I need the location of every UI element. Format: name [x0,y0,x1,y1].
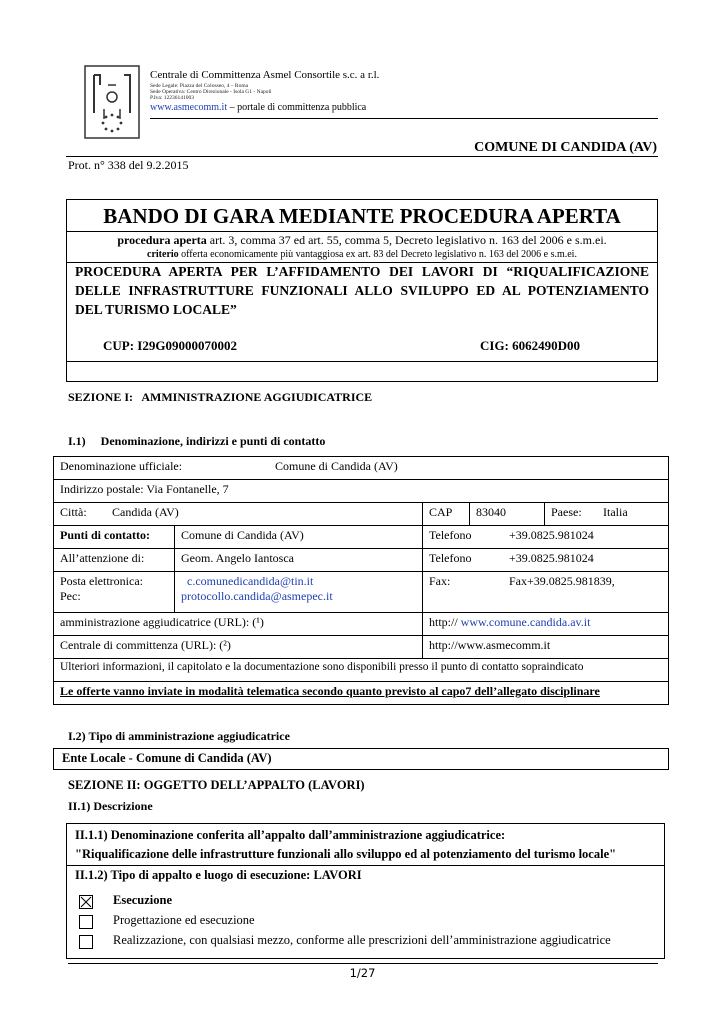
org-site-line [150,102,366,113]
protocol-divider [66,156,658,157]
postal-address-cell: Indirizzo postale: Via Fontanelle, 7 [54,480,669,503]
contact-points-label: Punti di contatto: [54,526,175,549]
table-row [54,613,669,636]
esecuzione-checkbox[interactable] [79,895,93,909]
table-row [54,636,669,659]
comune-url-link[interactable]: www.comune.candida.av.it [460,615,591,629]
official-name-cell: Denominazione ufficiale: Comune di Candida (AV) [54,457,669,480]
fax-cell: Fax: Fax+39.0825.981839, [423,572,669,613]
attention-value: Geom. Angelo Iantosca [175,549,423,572]
table-row [54,659,669,682]
option-label: Realizzazione, con qualsiasi mezzo, conforme alle prescrizioni dell’amministrazione aggiudicatrice [113,933,611,947]
org-name: Centrale di Committenza Asmel Consortile s.c. a r.l. [150,69,380,81]
box-divider [67,865,664,866]
section-1-2-heading: I.2) Tipo di amministrazione aggiudicatrice [68,729,290,743]
table-row [54,682,669,705]
attention-label: All’attenzione di: [54,549,175,572]
table-row [54,572,669,613]
section-2-1-2-heading: II.1.2) Tipo di appalto e luogo di esecuzione: LAVORI [75,868,362,882]
table-row [54,549,669,572]
cig-code: CIG: 6062490D00 [480,338,581,353]
url2-label: Centrale di committenza (URL): (²) [54,636,423,659]
email-labels: Posta elettronica: Pec: [54,572,175,613]
document-title: BANDO DI GARA MEDIANTE PROCEDURA APERTA [103,204,621,228]
section-2-heading: SEZIONE II: OGGETTO DELL’APPALTO (LAVORI) [68,778,365,792]
section-2-1-1-heading: II.1.1) Denominazione conferita all’appalto dall’amministrazione aggiudicatrice: [75,828,506,842]
page-number: 1/27 [349,966,376,980]
org-address-line: Sede Operativa: Centro Direzionale - Isola G1 - Napoli [150,89,272,95]
authority-type-box: Ente Locale - Comune di Candida (AV) [53,748,669,770]
email-values [175,572,423,613]
table-row [54,457,669,480]
table-row [54,526,669,549]
contact-points-value: Comune di Candida (AV) [175,526,423,549]
title-divider [67,361,657,362]
protocol-number: Prot. n° 338 del 9.2.2015 [68,158,189,172]
section-1-heading: SEZIONE I: AMMINISTRAZIONE AGGIUDICATRICE [68,390,373,404]
realizzazione-checkbox[interactable] [79,935,93,949]
country-cell: Paese: Italia [545,503,669,526]
further-info-cell: Ulteriori informazioni, il capitolato e la documentazione sono disponibili presso il punto di contatto sopraindicato [54,659,669,682]
site-suffix: – portale di committenza pubblica [227,102,367,113]
url1-label: amministrazione aggiudicatrice (URL): (¹) [54,613,423,636]
award-criterion: criterio offerta economicamente più vantaggiosa ex art. 83 del Decreto legislativo n. 163 del 2006 e s.m.ei. [147,249,577,260]
table-row [54,480,669,503]
cap-label-cell: CAP [423,503,470,526]
cap-value-cell: 83040 [470,503,545,526]
procedure-legal-basis: procedura aperta art. 3, comma 37 ed art. 55, comma 5, Decreto legislativo n. 163 del 2006 e s.m.ei. [117,233,607,247]
footer-divider [68,963,658,964]
title-divider [67,231,657,232]
org-vat-line: P.Iva: 12236141003 [150,95,194,101]
title-box [66,199,658,382]
header-divider [150,118,658,119]
asmel-logo [82,63,142,141]
contract-title: "Riqualificazione delle infrastrutture funzionali allo sviluppo ed al potenziamento del turismo locale" [75,847,617,861]
checked-x-icon [80,896,92,908]
email-link[interactable]: c.comunedicandida@tin.it [187,574,314,588]
asmecomm-url-link[interactable]: http://www.asmecomm.it [429,638,551,652]
cup-code: CUP: I29G09000070002 [103,338,237,353]
table-row [54,503,669,526]
comune-heading: COMUNE DI CANDIDA (AV) [474,140,657,155]
section-2-1-heading: II.1) Descrizione [68,799,153,813]
section-1-1-heading: I.1) Denominazione, indirizzi e punti di contatto [68,434,326,448]
asmecomm-link[interactable]: www.asmecomm.it [150,102,228,113]
procedure-description: PROCEDURA APERTA PER L’AFFIDAMENTO DEI LAVORI DI “RIQUALIFICAZIONE DELLE INFRASTRUTTURE FUNZIONALI ALLO SVILUPPO ED AL POTENZIAMENTO DEL TURISMO LOCALE” [75,264,649,317]
option-label: Progettazione ed esecuzione [113,913,255,927]
progettazione-checkbox[interactable] [79,915,93,929]
city-cell: Città: Candida (AV) [54,503,423,526]
url1-value: http:// www.comune.candida.av.it [423,613,669,636]
offers-notice-cell: Le offerte vanno inviate in modalità telematica secondo quanto previsto al capo7 dell’allegato disciplinare [54,682,669,705]
url2-value [423,636,669,659]
phone-cell: Telefono +39.0825.981024 [423,526,669,549]
option-label: Esecuzione [113,893,173,907]
description-box [66,823,665,959]
contacts-table [53,456,669,705]
org-address-line: Sede Legale: Piazza del Colosseo, 4 – Roma [150,83,249,89]
pec-link[interactable]: protocollo.candida@asmepec.it [181,589,333,603]
phone-cell: Telefono +39.0825.981024 [423,549,669,572]
